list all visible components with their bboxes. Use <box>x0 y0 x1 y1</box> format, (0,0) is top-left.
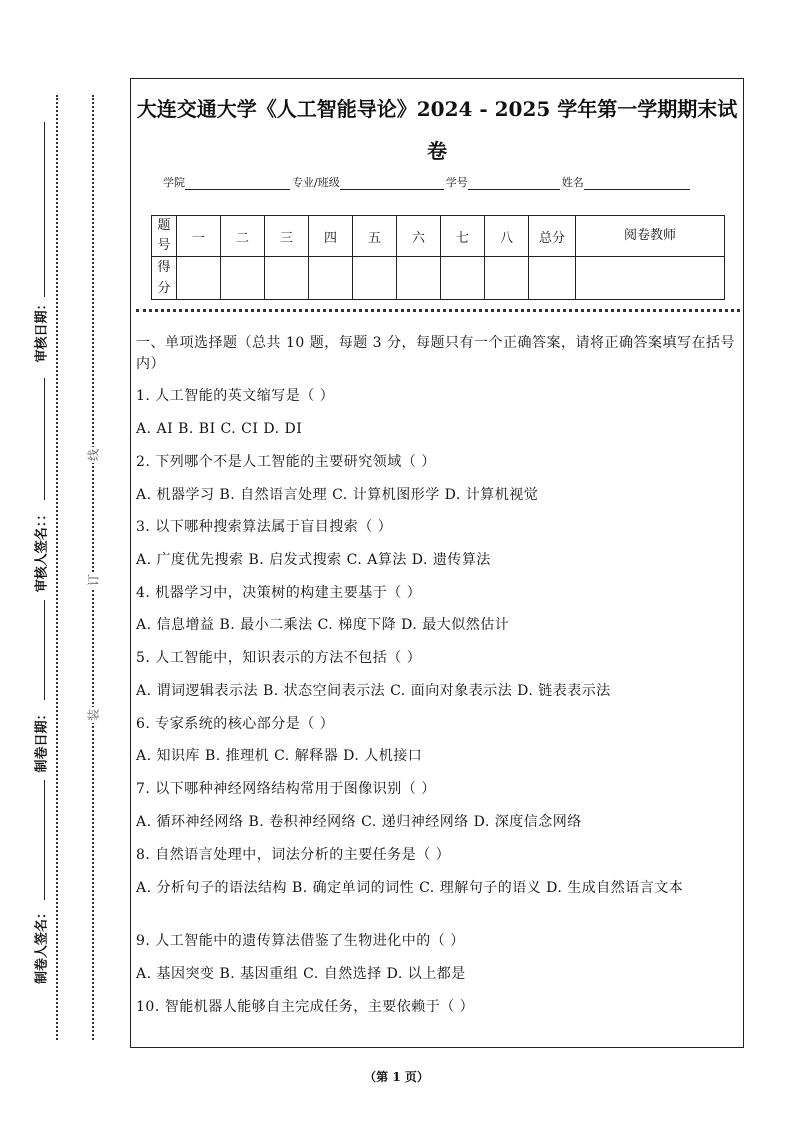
question: 7. 以下哪种神经网络结构常用于图像识别（ ） <box>136 781 436 797</box>
header-cell: 二 <box>221 216 265 257</box>
question: 9. 人工智能中的遗传算法借鉴了生物进化中的（ ） <box>136 933 465 949</box>
name-field[interactable] <box>584 177 690 190</box>
binding-dotted-line <box>92 95 94 1040</box>
question: 3. 以下哪种搜索算法属于盲目搜索（ ） <box>136 519 393 535</box>
major-label: 专业/班级 <box>292 176 340 189</box>
header-cell: 阅卷教师 <box>576 216 725 257</box>
reviewer-signature-label: 审核人签名：： <box>34 507 50 593</box>
section-divider <box>136 309 740 312</box>
page-number: （第 1 页） <box>364 1070 429 1084</box>
header-cell: 五 <box>353 216 397 257</box>
question-options: A. AI B. BI C. CI D. DI <box>136 421 303 437</box>
header-cell: 八 <box>485 216 529 257</box>
question-options: A. 广度优先搜索 B. 启发式搜索 C. A算法 D. 遗传算法 <box>136 552 491 568</box>
question-options: A. 谓词逻辑表示法 B. 状态空间表示法 C. 面向对象表示法 D. 链表表示法 <box>136 683 611 699</box>
score-cell[interactable] <box>485 257 529 300</box>
question: 4. 机器学习中，决策树的构建主要基于（ ） <box>136 585 422 601</box>
signature-line <box>44 122 45 297</box>
header-cell: 六 <box>397 216 441 257</box>
college-label: 学院 <box>163 176 185 189</box>
signature-line <box>44 600 45 700</box>
header-cell: 总分 <box>529 216 576 257</box>
question-options: A. 知识库 B. 推理机 C. 解释器 D. 人机接口 <box>136 748 423 764</box>
student-id-label: 学号 <box>445 176 468 189</box>
question-options: A. 基因突变 B. 基因重组 C. 自然选择 D. 以上都是 <box>136 966 466 982</box>
score-cell[interactable] <box>177 257 221 300</box>
question: 8. 自然语言处理中，词法分析的主要任务是（ ） <box>136 847 451 863</box>
question-options: A. 循环神经网络 B. 卷积神经网络 C. 递归神经网络 D. 深度信念网络 <box>136 814 582 830</box>
compiler-signature-label: 制卷人签名： <box>34 905 50 985</box>
binding-mark-xian: 线 <box>86 448 101 462</box>
score-cell[interactable] <box>397 257 441 300</box>
score-cell[interactable] <box>353 257 397 300</box>
margin-dotted-line <box>56 95 58 1040</box>
title-line-2: 卷 <box>427 139 447 163</box>
college-field[interactable] <box>185 177 290 190</box>
signature-line <box>44 780 45 900</box>
header-cell: 三 <box>265 216 309 257</box>
review-date-label: 审核日期： <box>34 297 50 363</box>
binding-mark-zhuang: 装 <box>86 708 101 722</box>
header-cell: 七 <box>441 216 485 257</box>
question: 10. 智能机器人能够自主完成任务，主要依赖于（ ） <box>136 999 475 1015</box>
score-row-header: 得分 <box>152 257 177 300</box>
binding-mark-ding: 订 <box>86 573 101 587</box>
question: 6. 专家系统的核心部分是（ ） <box>136 716 335 732</box>
header-cell: 四 <box>309 216 353 257</box>
major-field[interactable] <box>340 177 444 190</box>
score-cell[interactable] <box>265 257 309 300</box>
name-label: 姓名 <box>561 176 584 189</box>
page-title <box>134 88 740 172</box>
compile-date-label: 制卷日期： <box>34 707 50 773</box>
header-cell: 一 <box>177 216 221 257</box>
score-cell[interactable] <box>441 257 485 300</box>
header-cell: 题号 <box>152 216 177 257</box>
score-cell[interactable] <box>529 257 576 300</box>
signature-line <box>44 378 45 500</box>
question-options: A. 分析句子的语法结构 B. 确定单词的词性 C. 理解句子的语义 D. 生成自然语言文本 <box>136 880 684 896</box>
question-options: A. 信息增益 B. 最小二乘法 C. 梯度下降 D. 最大似然估计 <box>136 617 510 633</box>
question: 2. 下列哪个不是人工智能的主要研究领域（ ） <box>136 454 436 470</box>
score-cell[interactable] <box>576 257 725 300</box>
question: 5. 人工智能中，知识表示的方法不包括（ ） <box>136 650 422 666</box>
score-table-score-row <box>152 257 725 300</box>
student-id-field[interactable] <box>468 177 560 190</box>
section-heading: 一、单项选择题（总共 10 题，每题 3 分，每题只有一个正确答案，请将正确答案填写在括号内） <box>136 335 736 372</box>
student-info-row <box>163 174 692 190</box>
score-cell[interactable] <box>309 257 353 300</box>
score-table <box>151 215 725 300</box>
title-line-1: 大连交通大学《人工智能导论》2024 - 2025 学年第一学期期末试 <box>136 97 738 121</box>
question: 1. 人工智能的英文缩写是（ ） <box>136 388 335 404</box>
score-cell[interactable] <box>221 257 265 300</box>
question-options: A. 机器学习 B. 自然语言处理 C. 计算机图形学 D. 计算机视觉 <box>136 487 539 503</box>
score-table-header-row <box>152 216 725 257</box>
